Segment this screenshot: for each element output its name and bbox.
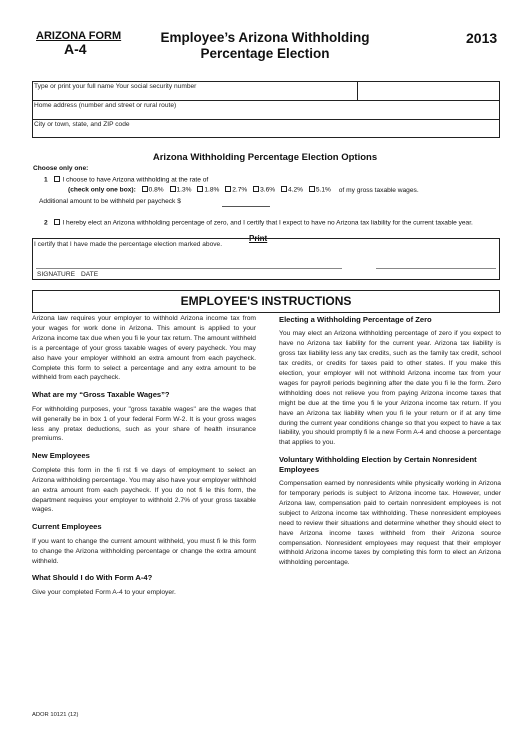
- option-2-checkbox[interactable]: [54, 219, 60, 225]
- zero-election-heading: Electing a Withholding Percentage of Zero: [279, 315, 432, 324]
- form-code: ADOR 10121 (12): [32, 712, 79, 718]
- instructions-right-column: [279, 311, 501, 568]
- of-wages-text: of my gross taxable wages.: [338, 186, 419, 194]
- current-employees-paragraph: If you want to change the current amount withheld, you must fi le this form to change the Arizona withholding percentage or change the extra amount withheld.: [32, 537, 256, 565]
- title-line-2: Percentage Election: [200, 46, 330, 61]
- divider: [357, 81, 358, 100]
- form-label: ARIZONA FORM: [36, 30, 122, 42]
- rate-checkbox[interactable]: [253, 186, 259, 192]
- option-2-row: [44, 219, 473, 227]
- voluntary-election-heading: Voluntary Withholding Election by Certain Nonresident Employees: [279, 455, 477, 474]
- instructions-left-column: [32, 314, 256, 598]
- rate-label: 1.3%: [176, 186, 192, 194]
- new-employees-paragraph: Complete this form in the fi rst fi ve days of employment to select an Arizona withholding percentage. You may also have your employer withhold an extra amount from each paycheck. If you do not fi le this form, the department requires your employer to withhold 2.7% of your gross taxable wages.: [32, 466, 256, 514]
- percentage-row: [68, 186, 419, 194]
- form-year: 2013: [466, 30, 498, 46]
- rate-checkbox[interactable]: [225, 186, 231, 192]
- choose-only-one: Choose only one:: [33, 165, 89, 172]
- what-to-do-heading: What Should I do With Form A-4?: [32, 573, 153, 583]
- current-employees-heading: Current Employees: [32, 522, 102, 532]
- rate-label: 0.8%: [148, 186, 164, 194]
- voluntary-election-paragraph: Compensation earned by nonresidents while physically working in Arizona for temporary periods is subject to Arizona income tax. However, under Arizona law, compensation paid to certain nonresident employees is not subject to Arizona income tax withholding. These nonresident employees need to review their situations and determine whether they should elect to have Arizona income taxes withheld from their Arizona source compensation. Nonresident employees may request that their employer withhold Arizona income taxes by completing this form to elect an Arizona withholding percentage.: [279, 480, 501, 567]
- signature-label: SIGNATURE: [37, 271, 75, 278]
- option-2-number: 2: [44, 219, 48, 227]
- date-line[interactable]: [376, 268, 496, 269]
- divider: [32, 100, 500, 101]
- date-label: DATE: [81, 271, 99, 278]
- rate-checkbox[interactable]: [197, 186, 203, 192]
- rate-label: 1.8%: [204, 186, 220, 194]
- rate-checkbox[interactable]: [281, 186, 287, 192]
- rate-checkbox[interactable]: [142, 186, 148, 192]
- title-line-1: Employee’s Arizona Withholding: [160, 30, 370, 45]
- address-field[interactable]: Home address (number and street or rural route): [34, 102, 177, 109]
- zero-election-paragraph: You may elect an Arizona withholding percentage of zero if you expect to have no Arizona tax liability for the current year. Arizona tax liability is gross tax liability less any tax credits, such as the family tax credit, school tax credits, or credits for taxes paid to other states. If you make this election, your employer will not withhold Arizona income tax from your wages for payroll periods beginning after the date you fi le the form. Zero withholding does not relieve you from paying Arizona income taxes that might be due at the time you fi le your Arizona income tax return. If you have an Arizona tax liability when you fi le your return or if at any time during the current year conditions change so that you expect to have a tax liability, you should promptly fi le a new Form A-4 and choose a percentage that applies to you.: [279, 330, 501, 447]
- additional-amount-label: Additional amount to be withheld per paycheck $: [39, 198, 181, 205]
- certify-text: I certify that I have made the percentage election marked above.: [34, 241, 223, 248]
- print-button[interactable]: Print: [249, 234, 268, 243]
- gross-wages-heading: What are my “Gross Taxable Wages”?: [32, 390, 170, 400]
- option-1-row: [44, 176, 208, 184]
- gross-wages-paragraph: For withholding purposes, your "gross taxable wages" are the wages that will generally be in box 1 of your federal Form W-2. It is your gross wages less any pretax deductions, such as your share of health insurance premiums.: [32, 405, 256, 443]
- intro-paragraph: Arizona law requires your employer to withhold Arizona income tax from your wages for work done in Arizona. This amount is applied to your Arizona income tax due when you fi le your tax return. The amount withheld is a percentage of your gross taxable wages of every paycheck. You may also have your employer withhold an extra amount from each paycheck. Complete this form to select a percentage and any extra amount to be withheld from each paycheck.: [32, 315, 256, 382]
- signature-line[interactable]: [36, 268, 342, 269]
- additional-amount-input[interactable]: [222, 206, 270, 207]
- option-1-number: 1: [44, 176, 48, 184]
- instructions-title: EMPLOYEE'S INSTRUCTIONS: [32, 290, 500, 313]
- page-title: [140, 30, 390, 62]
- rate-checkbox[interactable]: [309, 186, 315, 192]
- rate-label: 2.7%: [232, 186, 248, 194]
- option-1-text: I choose to have Arizona withholding at the rate of: [62, 176, 209, 184]
- option-1-checkbox[interactable]: [54, 176, 60, 182]
- divider: [32, 119, 500, 120]
- rate-label: 4.2%: [288, 186, 304, 194]
- rate-checkbox[interactable]: [170, 186, 176, 192]
- rate-label: 5.1%: [315, 186, 331, 194]
- name-ssn-field[interactable]: Type or print your full name Your social security number: [34, 83, 197, 90]
- new-employees-heading: New Employees: [32, 451, 90, 461]
- what-to-do-paragraph: Give your completed Form A-4 to your employer.: [32, 588, 176, 596]
- form-number: A-4: [64, 41, 87, 57]
- option-2-text: I hereby elect an Arizona withholding percentage of zero, and I certify that I expect to have no Arizona tax liability for the current taxable year.: [62, 219, 473, 227]
- options-title: Arizona Withholding Percentage Election Options: [152, 152, 378, 163]
- check-one-label: (check only one box):: [68, 186, 136, 194]
- rate-label: 3.6%: [260, 186, 276, 194]
- city-state-zip-field[interactable]: City or town, state, and ZIP code: [34, 121, 130, 128]
